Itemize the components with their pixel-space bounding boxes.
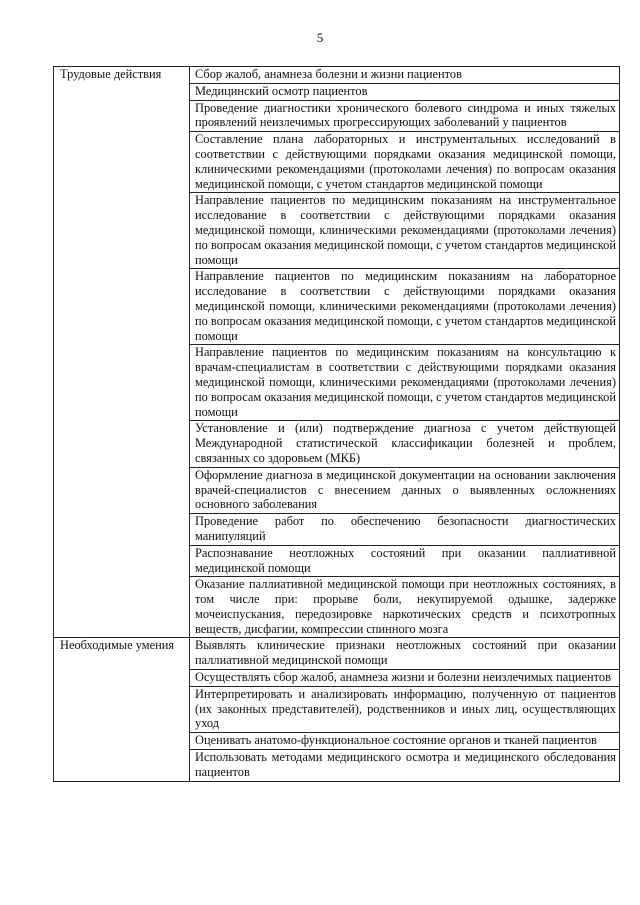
section-title: Трудовые действия [54, 67, 190, 638]
table-row [54, 638, 620, 670]
table-row [54, 67, 620, 84]
list-item: Оказание паллиативной медицинской помощи при неотложных состояниях, в том числе при: прорыве боли, некупируемой одышке, задержке мочеиспускания, передозировке наркотических средств и психотропных веществ, дисфагии, компрессии спинного мозга [190, 577, 620, 638]
list-item: Распознавание неотложных состояний при оказании паллиативной медицинской помощи [190, 545, 620, 577]
list-item: Использовать методами медицинского осмотра и медицинского обследования пациентов [190, 750, 620, 782]
page-number: 5 [316, 30, 324, 45]
list-item: Направление пациентов по медицинским показаниям на лабораторное исследование в соответствии с действующими порядками оказания медицинской помощи, клиническими рекомендациями (протоколами лечения) по вопросам оказания медицинской помощи, с учетом стандартов медицинской помощи [190, 269, 620, 345]
list-item: Выявлять клинические признаки неотложных состояний при оказании паллиативной медицинской помощи [190, 638, 620, 670]
list-item: Медицинский осмотр пациентов [190, 83, 620, 100]
list-item: Проведение диагностики хронического болевого синдрома и иных тяжелых проявлений неизлечимых прогрессирующих заболеваний у пациентов [190, 100, 620, 132]
list-item: Осуществлять сбор жалоб, анамнеза жизни и болезни неизлечимых пациентов [190, 670, 620, 687]
list-item: Сбор жалоб, анамнеза болезни и жизни пациентов [190, 67, 620, 84]
section-title: Необходимые умения [54, 638, 190, 781]
list-item: Оформление диагноза в медицинской документации на основании заключения врачей-специалистов с внесением данных о выявленных осложнениях основного заболевания [190, 467, 620, 513]
list-item: Проведение работ по обеспечению безопасности диагностических манипуляций [190, 514, 620, 546]
list-item: Составление плана лабораторных и инструментальных исследований в соответствии с действующими порядками оказания медицинской помощи, клиническими рекомендациями (протоколами лечения) по вопросам оказания медицинской помощи, с учетом стандартов медицинской помощи [190, 132, 620, 193]
list-item: Оценивать анатомо-функциональное состояние органов и тканей пациентов [190, 733, 620, 750]
requirements-table [53, 66, 620, 782]
list-item: Направление пациентов по медицинским показаниям на консультацию к врачам-специалистам в соответствии с действующими порядками оказания медицинской помощи, клиническими рекомендациями (протоколами лечения) по вопросам оказания медицинской помощи, с учетом стандартов медицинской помощи [190, 345, 620, 421]
list-item: Направление пациентов по медицинским показаниям на инструментальное исследование в соответствии с действующими порядками оказания медицинской помощи, клиническими рекомендациями (протоколами лечения) по вопросам оказания медицинской помощи, с учетом стандартов медицинской помощи [190, 193, 620, 269]
list-item: Установление и (или) подтверждение диагноза с учетом действующей Международной статистической классификации болезней и проблем, связанных со здоровьем (МКБ) [190, 421, 620, 467]
list-item: Интерпретировать и анализировать информацию, полученную от пациентов (их законных представителей), родственников и иных лиц, осуществляющих уход [190, 686, 620, 732]
